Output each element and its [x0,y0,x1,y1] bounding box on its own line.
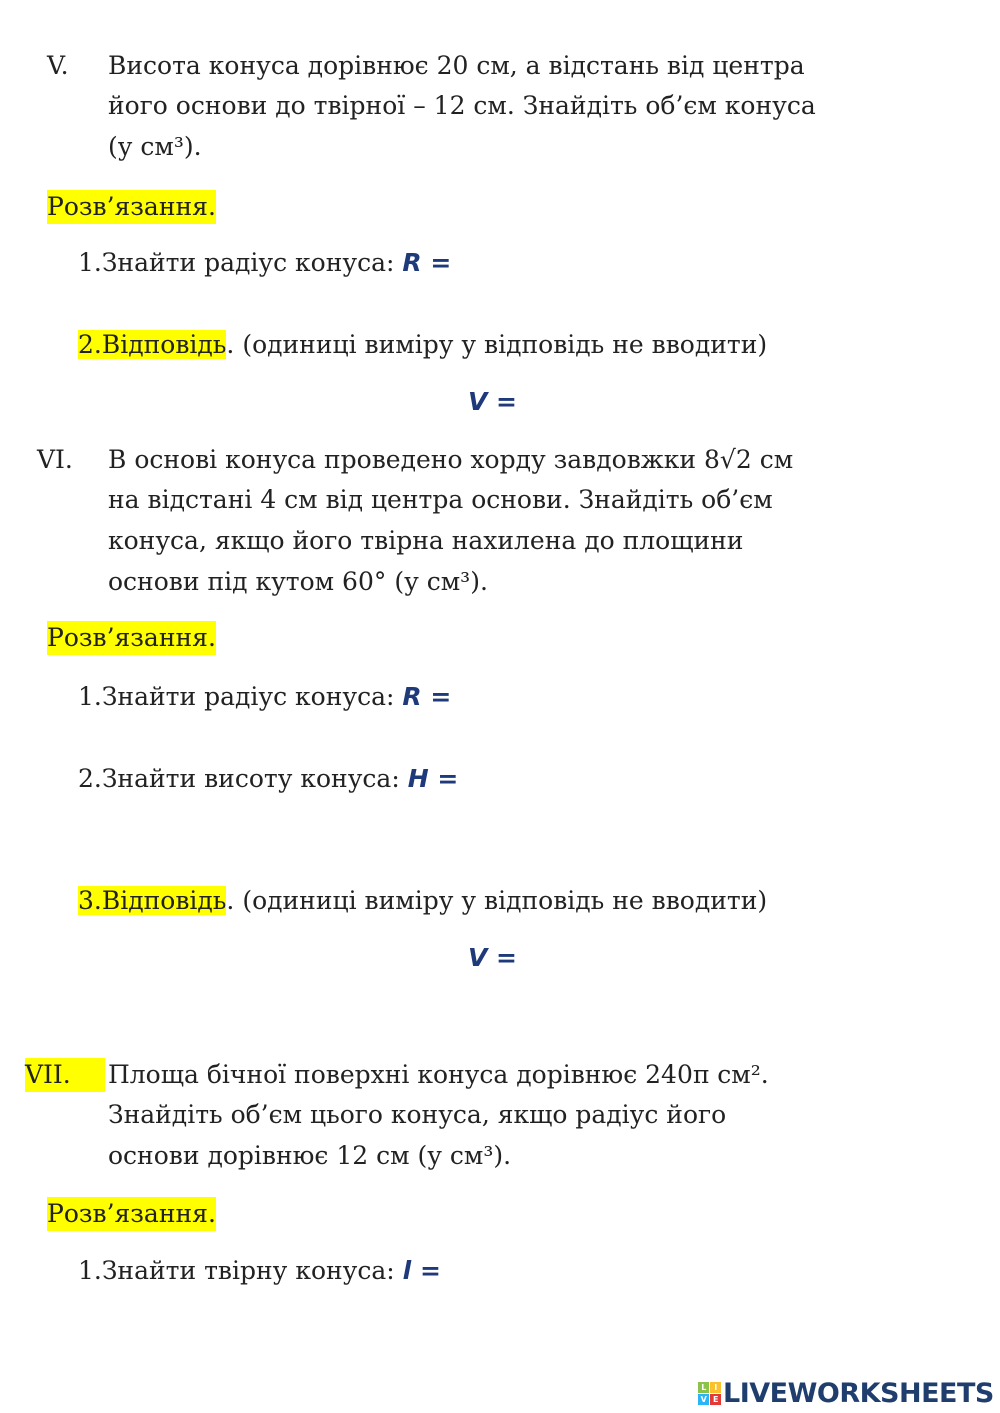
problem-text: основи дорівнює 12 см (у см³). [108,1141,512,1170]
step-text: Знайти радіус конуса: [101,248,395,277]
step [78,246,451,280]
step-note: . (одиниці виміру у відповідь не вводити) [226,330,768,359]
step [78,680,451,714]
answer-field-v[interactable]: V = [468,943,517,972]
step-text: Знайти висоту конуса: [101,764,400,793]
step-text: Відповідь [101,886,227,915]
step-number: 3. [78,886,102,915]
problem-text: основи під кутом 60° (у см³). [108,567,488,596]
answer-field-l[interactable]: l = [402,1256,441,1285]
problem-text: Висота конуса дорівнює 20 см, а відстань від центра [108,51,805,80]
step-number: 2. [78,764,102,793]
step-number: 2. [78,330,102,359]
answer-field-h[interactable]: H = [407,764,459,793]
step-text: Відповідь [101,330,227,359]
step [78,328,767,362]
step-number: 1. [78,1256,102,1285]
problem-text: на відстані 4 см від центра основи. Знайдіть об’єм [108,485,773,514]
step-text: Знайти твірну конуса: [101,1256,395,1285]
answer-field-r[interactable]: R = [402,248,452,277]
logo-text: LIVEWORKSHEETS [723,1378,994,1409]
logo-badge-icon: L I V E [698,1382,721,1405]
step [78,1254,441,1288]
problem-text: (у см³). [108,132,202,161]
liveworksheets-logo [698,1378,994,1409]
solution-heading: Розв’язання. [47,1197,216,1231]
problem-number: VI. [37,445,73,474]
problem-text: Знайдіть об’єм цього конуса, якщо радіус його [108,1100,727,1129]
step [78,884,767,918]
step-number: 1. [78,682,102,711]
problem-text: його основи до твірної – 12 см. Знайдіть об’єм конуса [108,91,816,120]
answer-field-r[interactable]: R = [402,682,452,711]
solution-heading: Розв’язання. [47,621,216,655]
step [78,762,458,796]
problem-number: V. [47,51,69,80]
step-note: . (одиниці виміру у відповідь не вводити) [226,886,768,915]
answer-field-v[interactable]: V = [468,387,517,416]
problem-text: конуса, якщо його твірна нахилена до площини [108,526,744,555]
problem-number: VII. [25,1058,105,1092]
step-text: Знайти радіус конуса: [101,682,395,711]
solution-heading: Розв’язання. [47,190,216,224]
step-number: 1. [78,248,102,277]
problem-text: Площа бічної поверхні конуса дорівнює 240π см². [108,1060,769,1089]
problem-text: В основі конуса проведено хорду завдовжки 8√2 см [108,445,794,474]
